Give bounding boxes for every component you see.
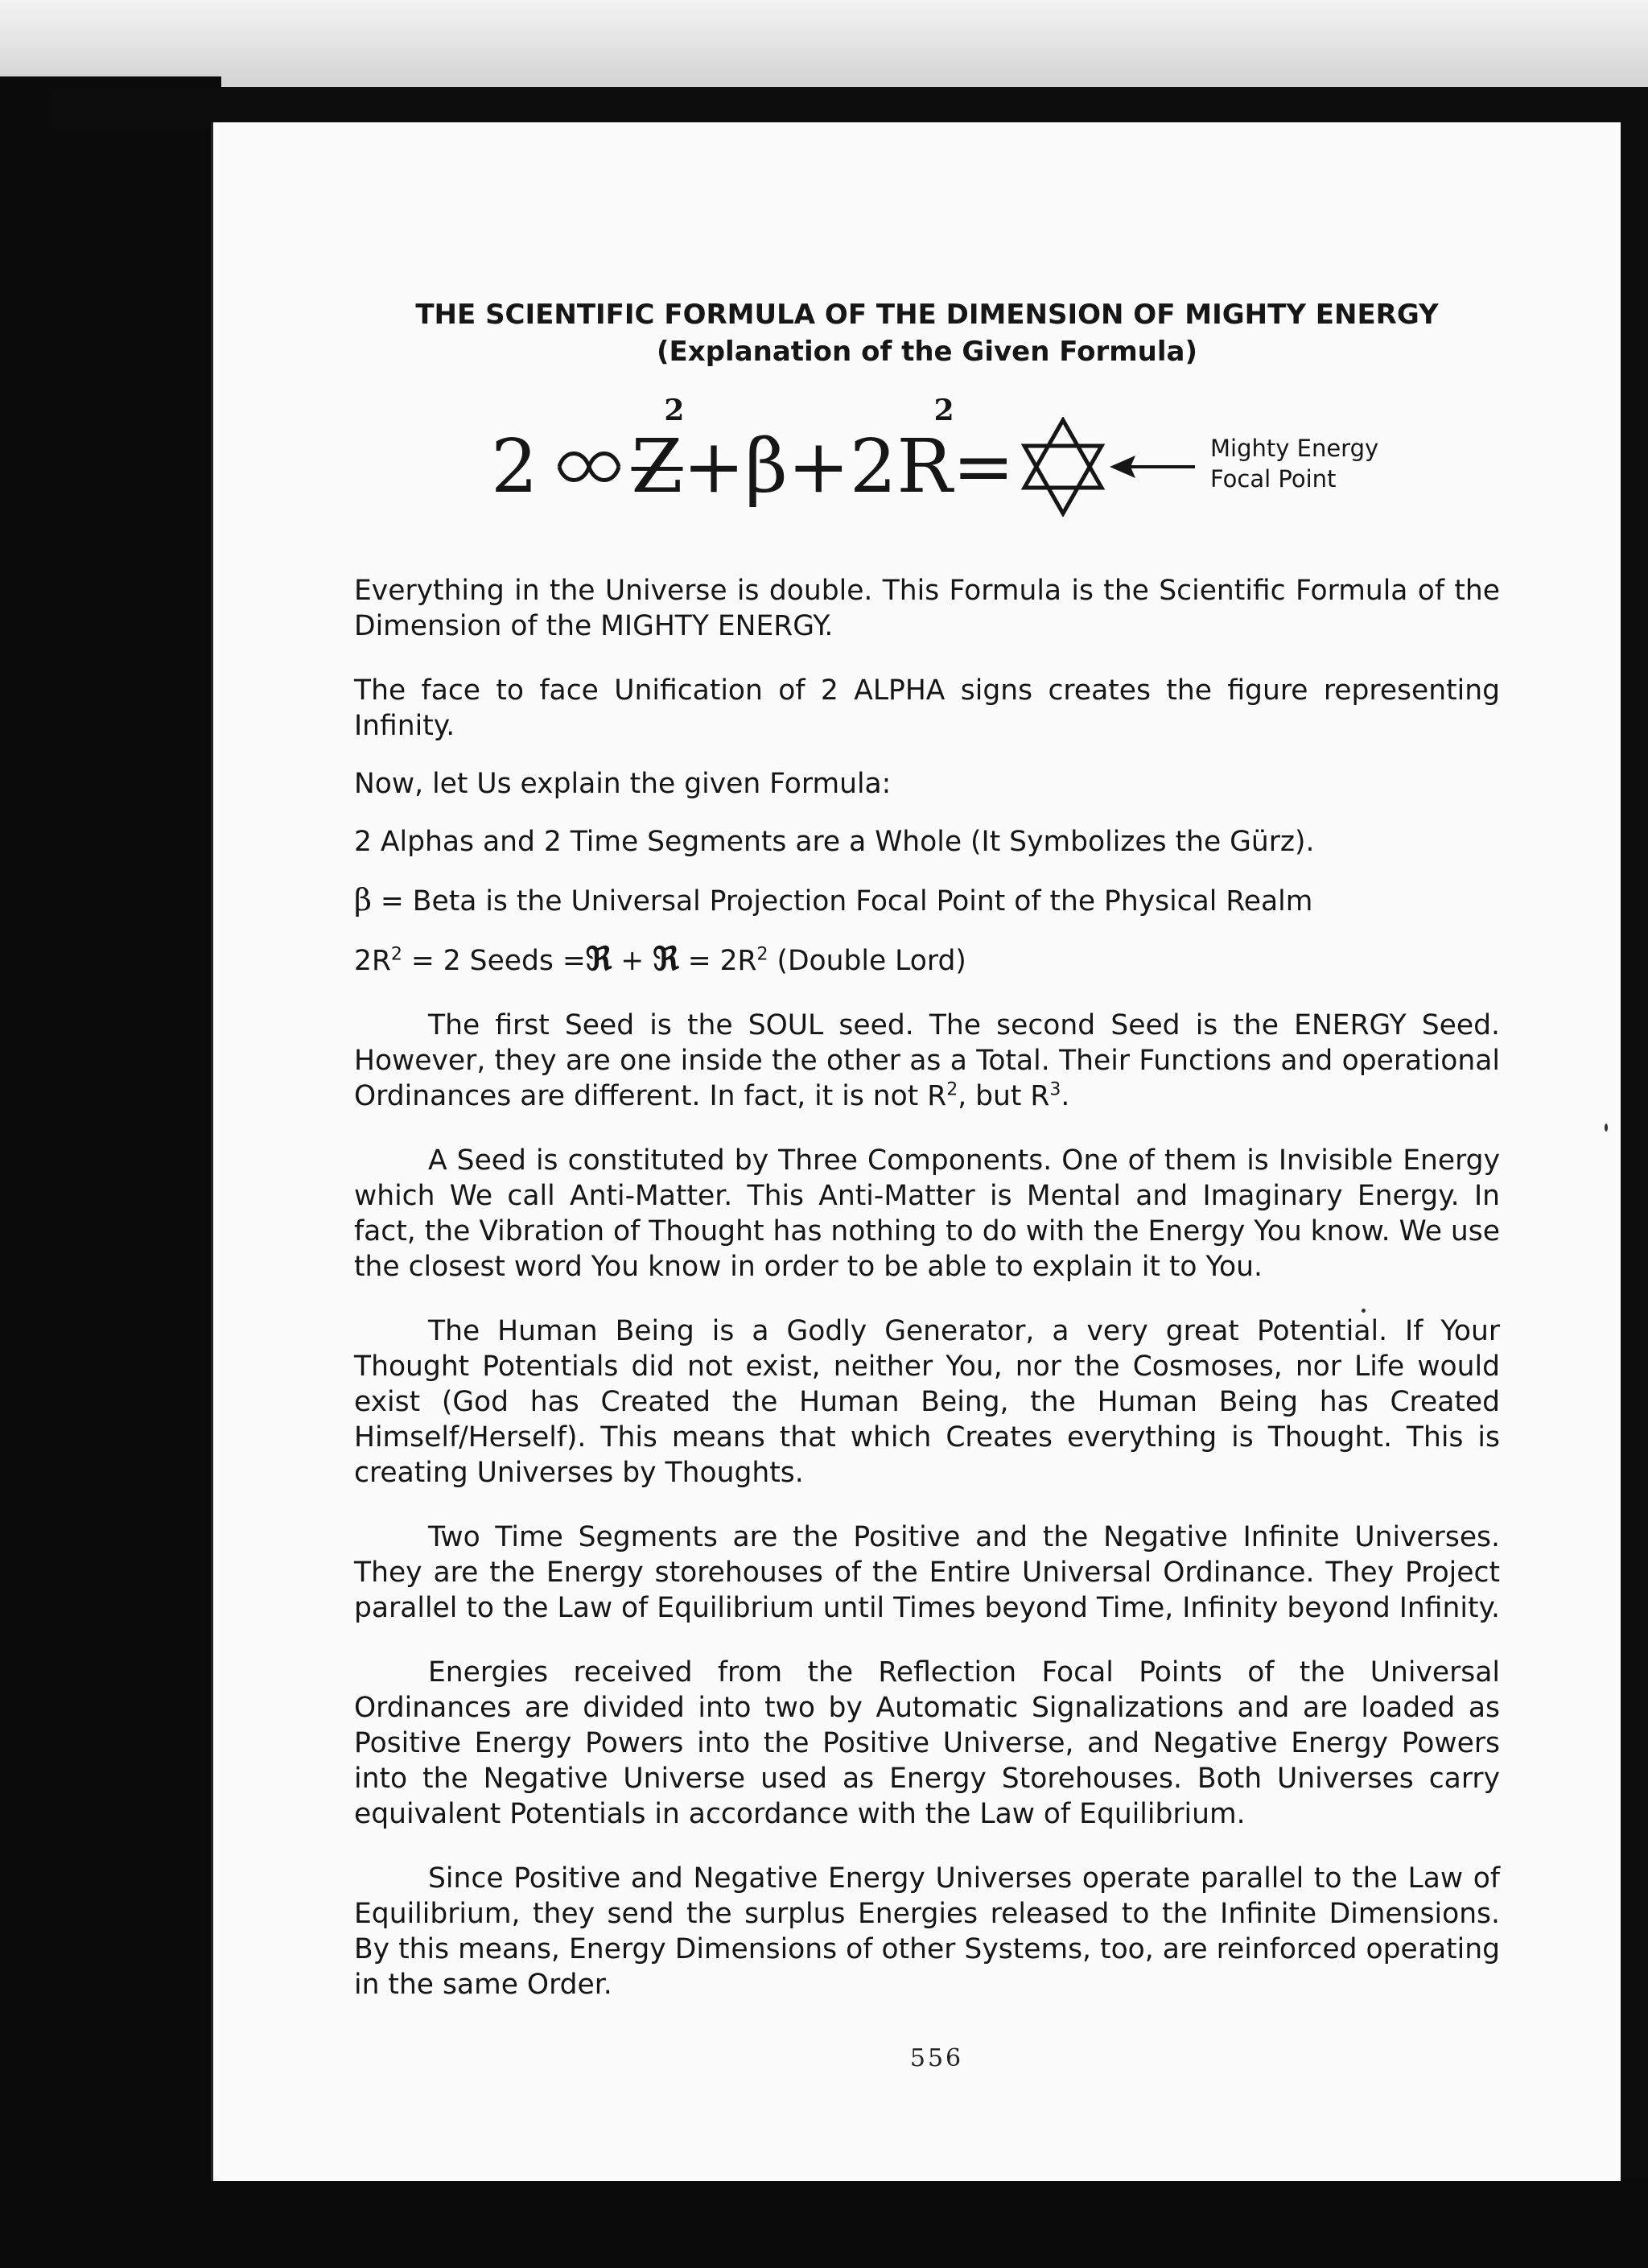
formula <box>491 394 1197 523</box>
seed-eq-f-sup: 2 <box>756 944 768 965</box>
scanner-left-border <box>0 76 221 2268</box>
label-line-1: Mighty Energy <box>1210 435 1379 462</box>
two-r: 2R <box>849 423 953 509</box>
left-arrow-icon <box>1108 451 1197 483</box>
formula-coefficient: 2 <box>491 423 538 509</box>
formula-equals: = <box>952 423 1015 509</box>
beta-definition: = Beta is the Universal Projection Focal Point of the Physical Realm <box>371 885 1313 918</box>
p7-main: The first Seed is the SOUL seed. The second Seed is the ENERGY Seed. However, they are one inside the other as a Total. Their Functions and operational Ordinances are different. In fact, it is not R <box>354 1009 1500 1112</box>
formula-block <box>354 388 1500 573</box>
paragraph-3: Now, let Us explain the given Formula: <box>354 768 892 800</box>
scanner-top-strip <box>0 0 1648 97</box>
paragraph-4: 2 Alphas and 2 Time Segments are a Whole (It Symbolizes the Gürz). <box>354 826 1315 858</box>
title-line-2: (Explanation of the Given Formula) <box>657 336 1197 368</box>
paragraph-6 <box>354 942 1500 979</box>
lord-symbol-1: ℜ <box>585 940 612 978</box>
r-exponent: 2 <box>933 394 954 427</box>
seed-eq-b: = 2 Seeds = <box>402 945 586 977</box>
paragraph-8: A Seed is constituted by Three Components. One of them is Invisible Energy which We call Anti-Matter. This Anti-Matter is Mental and Imaginary Energy. In fact, the Vibration of Thought has nothing to do with the Energy You know. We use the closest word You know in order to be able to explain it to You. <box>354 1144 1500 1283</box>
lord-symbol-2: ℜ <box>653 940 679 978</box>
z-letter: Z <box>631 423 683 509</box>
formula-label <box>1210 433 1378 494</box>
alpha-infinity-icon <box>553 443 625 491</box>
formula-plus-1: + <box>682 423 745 509</box>
scanner-right-border <box>1617 87 1648 2268</box>
title-line-1: THE SCIENTIFIC FORMULA OF THE DIMENSION OF MIGHTY ENERGY <box>415 299 1439 331</box>
p7-end: . <box>1061 1080 1070 1112</box>
seed-eq-f: = 2R <box>678 945 757 977</box>
paragraph-11: Energies received from the Reflection Focal Points of the Universal Ordinances are divided into two by Automatic Signalizations and are loaded as Positive Energy Powers into the Positive Universe, and Negative Energy Powers into the Negative Universe used as Energy Storehouses. Both Universes carry equivalent Potentials in accordance with the Law of Equilibrium. <box>354 1656 1500 1830</box>
page-content <box>354 296 1500 2002</box>
seed-eq-a-sup: 2 <box>390 944 402 965</box>
z-exponent: 2 <box>664 394 685 427</box>
paragraph-1: Everything in the Universe is double. This Formula is the Scientific Formula of the Dimension of the MIGHTY ENERGY. <box>354 575 1500 642</box>
scanner-bottom-border <box>0 2179 1648 2268</box>
paragraph-7 <box>354 1008 1500 1114</box>
paragraph-9: The Human Being is a Godly Generator, a very great Potential. If Your Thought Potentials did not exist, neither You, nor the Cosmoses, nor Life would exist (God has Created the Human Being, the Human Being has Created Himself/Herself). This means that which Creates everything is Thought. This is creating Universes by Thoughts. <box>354 1315 1500 1489</box>
formula-z-term <box>631 394 685 523</box>
p7-sup-2: 3 <box>1049 1079 1061 1100</box>
p7-mid: , but R <box>958 1080 1050 1112</box>
beta-symbol: β <box>354 882 372 918</box>
formula-2r-term <box>849 394 954 523</box>
page-number: 556 <box>909 2044 964 2072</box>
page-title <box>354 296 1500 370</box>
scan-speck <box>1605 1124 1608 1132</box>
scan-speck <box>1362 1309 1366 1313</box>
formula-plus-2: + <box>787 423 850 509</box>
seed-eq-a: 2R <box>354 945 391 977</box>
paragraph-12: Since Positive and Negative Energy Universes operate parallel to the Law of Equilibrium, they send the surplus Energies released to the Infinite Dimensions. By this means, Energy Dimensions of other Systems, too, are reinforced operating in the same Order. <box>354 1862 1500 2001</box>
star-of-david-icon <box>1020 417 1106 517</box>
formula-beta: β <box>744 423 788 509</box>
paragraph-10: Two Time Segments are the Positive and the Negative Infinite Universes. They are the Energy storehouses of the Entire Universal Ordinance. They Project parallel to the Law of Equilibrium until Times beyond Time, Infinity beyond Infinity. <box>354 1521 1500 1624</box>
seed-eq-d: + <box>612 945 653 977</box>
label-line-2: Focal Point <box>1210 465 1337 493</box>
paragraph-2: The face to face Unification of 2 ALPHA signs creates the figure representing Infinity. <box>354 674 1500 742</box>
paragraph-5 <box>354 882 1500 919</box>
seed-eq-g: (Double Lord) <box>768 945 966 977</box>
p7-sup-1: 2 <box>946 1079 958 1100</box>
